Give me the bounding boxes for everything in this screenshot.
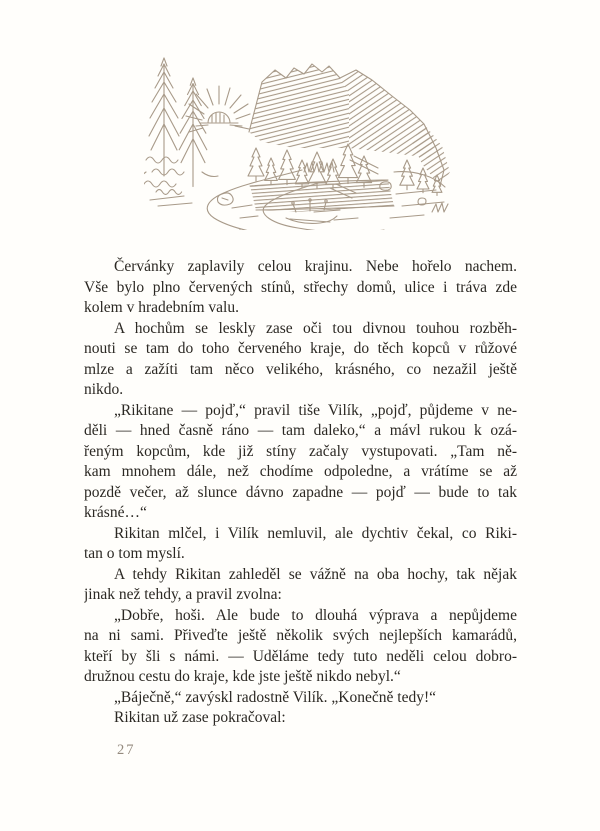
text-line: nikdo. [84, 381, 124, 398]
text-line: kolem v hradebním valu. [84, 299, 239, 316]
boat-sketch [286, 216, 337, 223]
paragraph [84, 708, 517, 729]
text-line: na ni sami. Přiveďte ještě několik svých nejlepších kamarádů, [84, 627, 517, 644]
landscape-sketch-svg [144, 52, 462, 230]
text-line: družnou cestu do kraje, kde jste ještě nikdo nebyl.“ [84, 668, 401, 685]
text-line: nouti se tam do toho červeného kraje, do těch kopců v růžové [84, 340, 517, 357]
text-line: mlze a zažíti tam něco velikého, krásného, co nezažil ještě [84, 360, 517, 378]
text-line: krásné…“ [84, 504, 147, 521]
text-line: Rikitan už zase pokračoval: [114, 709, 286, 726]
paragraph [84, 606, 517, 688]
text-line: řeným kopcům, kde již stíny začaly vystupovati. „Tam ně- [84, 442, 517, 460]
paragraph [84, 401, 517, 524]
text-line: tan o tom myslí. [84, 545, 185, 562]
text-line: A tehdy Rikitan zahleděl se vážně na oba hochy, tak nějak [114, 565, 517, 583]
tall-spruce [179, 78, 207, 187]
mountain-left-face [249, 64, 349, 148]
text-line: „Báječně,“ zavýskl radostně Vilík. „Konečně tedy!“ [114, 688, 436, 706]
rock [218, 193, 234, 205]
text-line: kteří by šli s námi. — Uděláme tedy tuto neděli celou dobro- [84, 647, 517, 665]
text-line: „Dobře, hoši. Ale bude to dlouhá výprava a nepůjdeme [114, 606, 517, 624]
text-line: Vše bylo plno červených stínů, střechy domů, ulice i tráva zde [84, 278, 517, 296]
text-line: pozdě večer, až slunce dávno zapadne — pojď — bude to tak [84, 483, 517, 501]
text-line: A hochům se leskly zase oči tou divnou touhou rozběh- [114, 319, 517, 337]
paragraph [84, 319, 517, 401]
landscape-sketch-illustration [144, 52, 462, 230]
body-text [84, 257, 517, 729]
text-line: kam mnohem dále, než chodíme odpoledne, a vrátíme se až [84, 463, 517, 480]
paragraph [84, 257, 517, 319]
paragraph [84, 565, 517, 606]
text-line: Rikitan mlčel, i Vilík nemluvil, ale dychtiv čekal, co Riki- [114, 524, 517, 542]
text-line: Červánky zaplavily celou krajinu. Nebe hořelo nachem. [114, 258, 517, 275]
sun-icon [208, 112, 230, 123]
text-line: děli — hned časně ráno — tam daleko,“ a mávl rukou k ozá- [84, 422, 517, 439]
page-number: 27 [117, 742, 136, 758]
text-line: jinak než tehdy, a pravil zvolna: [84, 586, 282, 603]
text-line: „Rikitane — pojď,“ pravil tiše Vilík, „pojď, půjdeme v ne- [114, 401, 517, 419]
paragraph [84, 688, 517, 709]
paragraph [84, 524, 517, 565]
sun-rays [186, 86, 250, 132]
